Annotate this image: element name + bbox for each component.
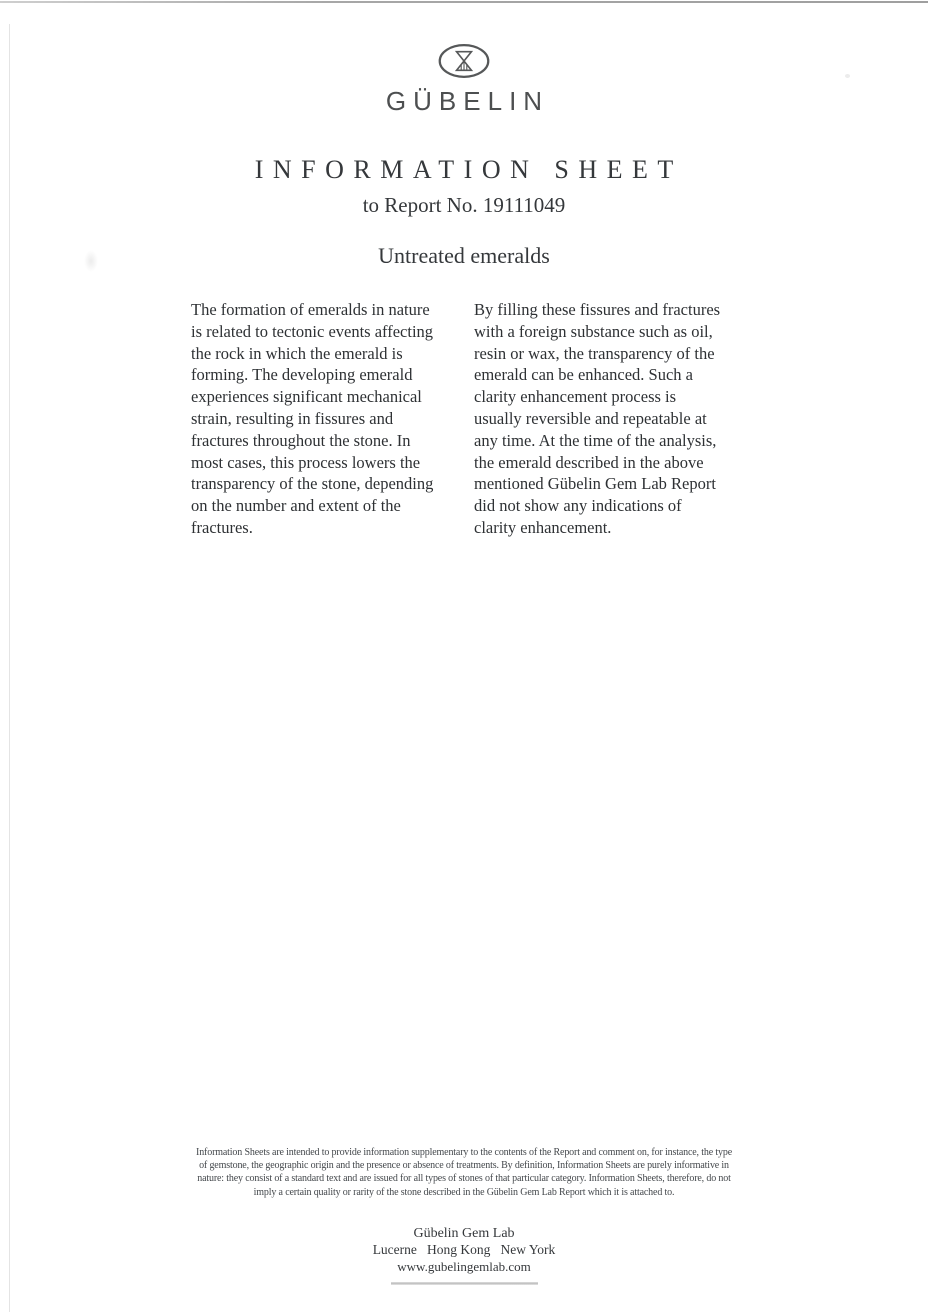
section-title: Untreated emeralds [378, 243, 550, 268]
body-column-left [191, 299, 433, 539]
brand-wordmark: GÜBELIN [385, 86, 550, 116]
body-line: is related to tectonic events affecting [191, 321, 434, 341]
body-line: any time. At the time of the analysis, [474, 430, 717, 450]
body-line: clarity enhancement process is [474, 387, 677, 407]
footer-rule [391, 1282, 538, 1285]
disclaimer-line: Information Sheets are intended to provide information supplementary to the contents of the Report and comment on, for instance, the type [196, 1147, 732, 1158]
body-line: with a foreign substance such as oil, [474, 321, 713, 341]
body-line: did not show any indications of [474, 496, 682, 516]
body-line: emerald can be enhanced. Such a [474, 365, 693, 385]
body-line: the emerald described in the above [474, 452, 704, 472]
gubelin-crest-icon [436, 42, 492, 80]
body-line: forming. The developing emerald [191, 365, 413, 385]
footer-locations: Lucerne Hong Kong New York [372, 1242, 556, 1257]
report-number-line: to Report No. 19111049 [362, 193, 566, 217]
body-line: By filling these fissures and fractures [474, 300, 721, 319]
body-line: the rock in which the emerald is [191, 343, 403, 363]
body-line: most cases, this process lowers the [191, 452, 421, 472]
footer-lab-name: Gübelin Gem Lab [413, 1226, 515, 1241]
body-line: The formation of emeralds in nature [191, 300, 430, 319]
body-line: on the number and extent of the [191, 496, 401, 516]
disclaimer [0, 1146, 928, 1199]
body-line: resin or wax, the transparency of the [474, 343, 715, 363]
body-line: clarity enhancement. [474, 517, 612, 537]
disclaimer-line: nature: they consist of a standard text and are issued for all types of stones of that particular category. Information Sheets, therefore, do not [197, 1173, 731, 1185]
body-column-right [474, 299, 720, 539]
disclaimer-line: imply a certain quality or rarity of the stone described in the Gübelin Gem Lab Report which it is attached to. [253, 1186, 675, 1198]
body-line: usually reversible and repeatable at [474, 408, 707, 428]
body-line: transparency of the stone, depending [191, 474, 434, 494]
scan-edge-top [0, 1, 928, 3]
body-line: experiences significant mechanical [191, 387, 422, 407]
body-line: mentioned Gübelin Gem Lab Report [474, 474, 716, 494]
body-line: strain, resulting in fissures and [191, 408, 394, 428]
disclaimer-line: of gemstone, the geographic origin and the presence or absence of treatments. By definition, Information Sheets are purely informative in [199, 1160, 729, 1172]
brand-header [0, 42, 928, 117]
footer-website: www.gubelingemlab.com [397, 1258, 531, 1274]
footer [0, 1225, 928, 1285]
document-title: INFORMATION SHEET [254, 155, 683, 184]
body-line: fractures. [191, 517, 253, 537]
body-line: fractures throughout the stone. In [191, 430, 411, 450]
